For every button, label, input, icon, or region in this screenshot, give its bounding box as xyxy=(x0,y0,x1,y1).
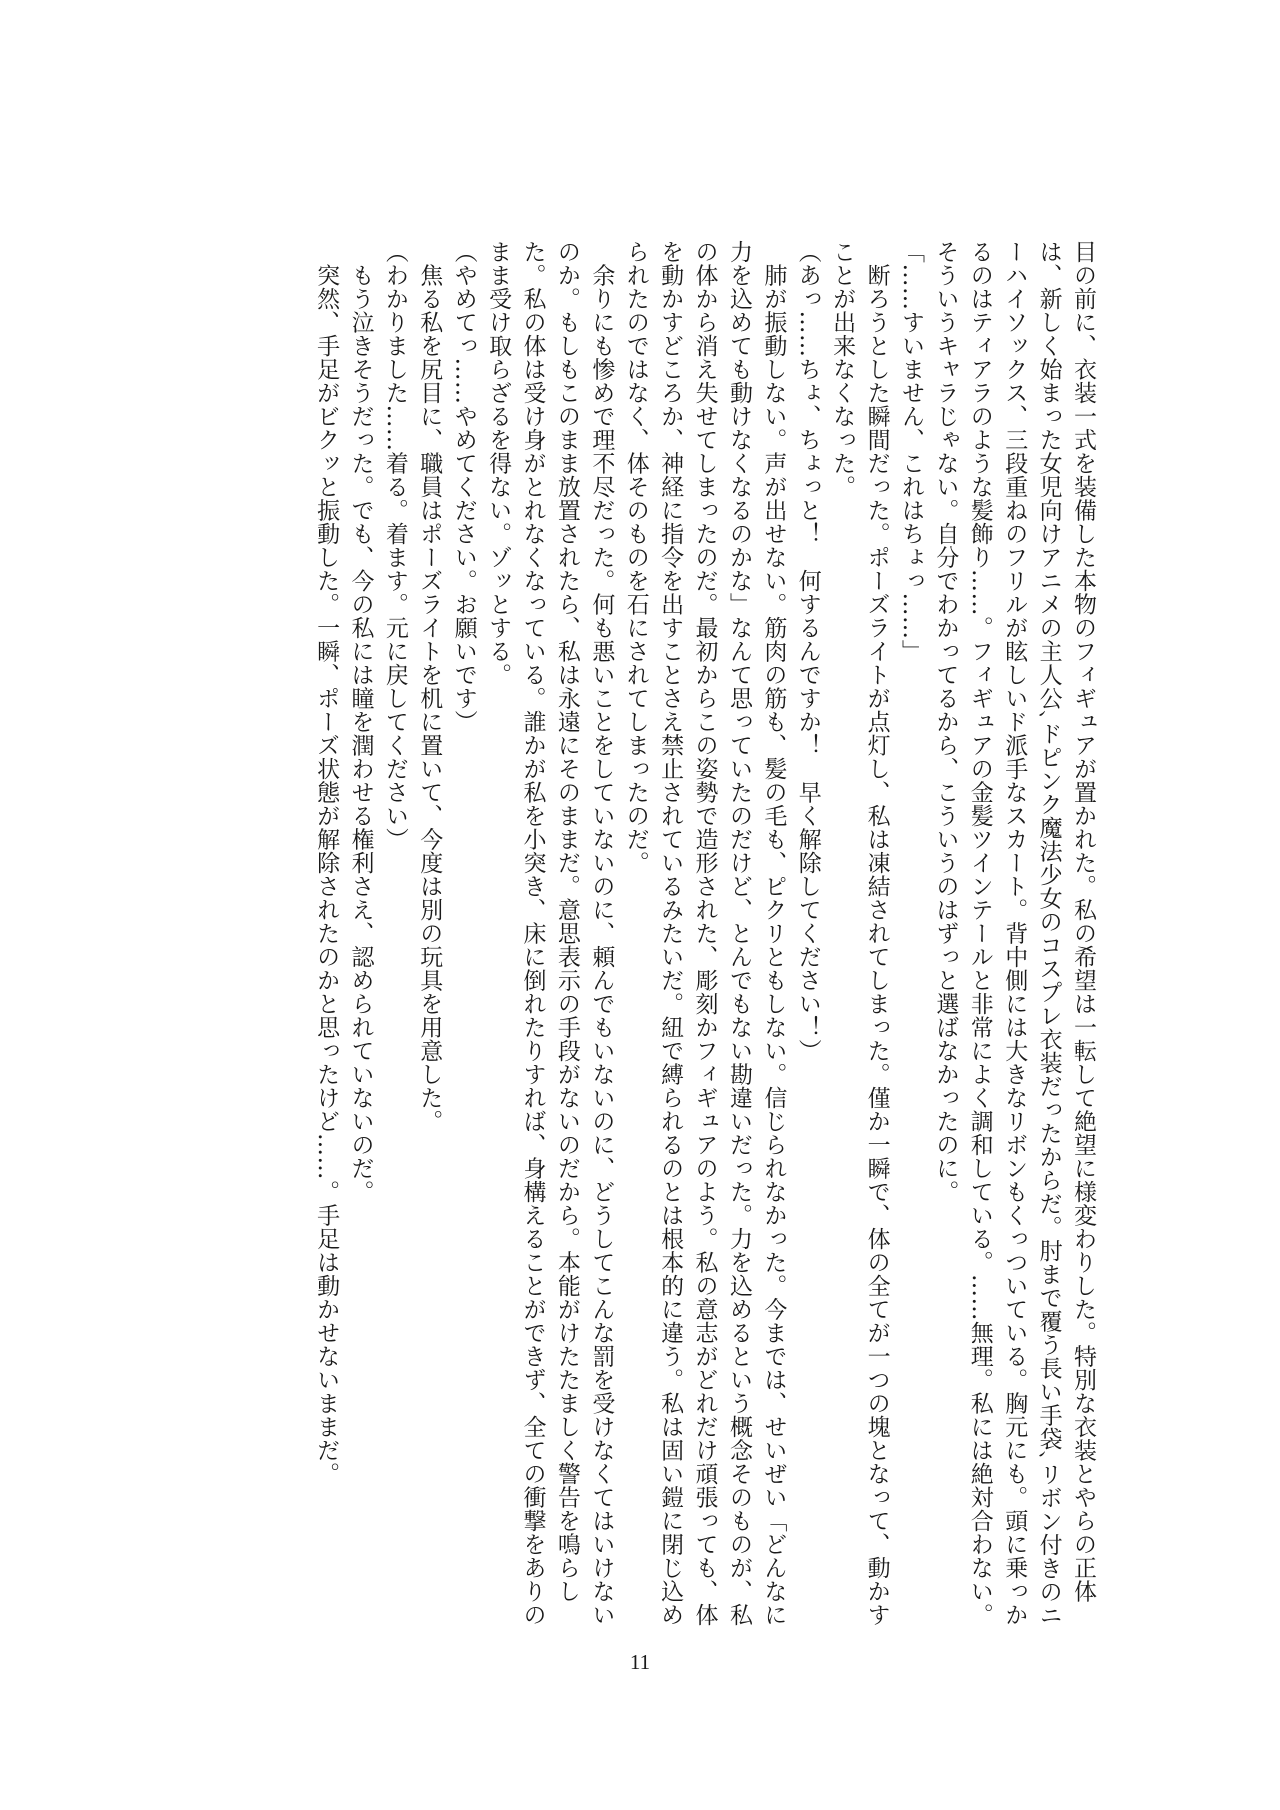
paragraph-2: 「……すいません、これはちょっ……」 xyxy=(897,240,924,663)
paragraph-5: 肺が振動しない。声が出せない。筋肉の筋も、髪の毛も、ピクリともしない。信じられなかった。今までは、せいぜい「どんなに力を込めても動けなくなるのかな」なんて思っていたのだけど、とんでもない勘違いだった。力を込めるという概念そのものが、私の体から消え失せてしまったのだ。最初からこの姿勢で造形された、彫刻かフィギュアのよう。私の意志がどれだけ頑張っても、体を動かすどころか、神経に指令を出すことさえ禁止されているみたいだ。紐で縛られるのとは根本的に違う。私は固い鎧に閉じ込められたのではなく、体そのものを石にされてしまったのだ。 xyxy=(622,240,787,1627)
paragraph-9: （わかりました……着る。着ます。元に戻してください） xyxy=(381,240,408,851)
paragraph-10: もう泣きそうだった。でも、今の私には瞳を潤わせる権利さえ、認められていないのだ。 xyxy=(347,240,374,1204)
paragraph-6: 余りにも惨めで理不尽だった。何も悪いことをしていないのに、頼んでもいないのに、どうしてこんな罰を受けなくてはいけないのか。もしもこのまま放置されたら、私は永遠にそのままだ。意思表示の手段がないのだから。本能がけたたましく警告を鳴らした。私の体は受け身がとれなくなっている。誰かが私を小突き、床に倒れたりすれば、身構えることができず、全ての衝撃をありのまま受け取らざるを得ない。ゾッとする。 xyxy=(485,240,615,1627)
paragraph-8: 焦る私を尻目に、職員はポーズライトを机に置いて、今度は別の玩具を用意した。 xyxy=(416,240,443,1133)
paragraph-7: （やめてっ……やめてください。お願いです） xyxy=(450,240,477,734)
paragraph-4: （あっ……ちょ、ちょっと！ 何するんですか！ 早く解除してください！） xyxy=(794,240,821,1063)
paragraph-1: 目の前に、衣装一式を装備した本物のフィギュアが置かれた。私の希望は一転して絶望に様変わりした。特別な衣装とやらの正体は、新しく始まった女児向けアニメの主人公､ドピンク魔法少女のコスプレ衣装だったからだ。肘まで覆う長い手袋､リボン付きのニーハイソックス、三段重ねのフリルが眩しいド派手なスカート。背中側には大きなリボンもくっついている。胸元にも。頭に乗っかるのはティアラのような髪飾り……。フィギュアの金髪ツインテールと非常によく調和している。……無理。私には絶対合わない。そういうキャラじゃない。自分でわかってるから、こういうのはずっと選ばなかったのに。 xyxy=(932,240,1096,1627)
vertical-text-block xyxy=(180,240,1100,1640)
paragraph-11: 突然、手足がビクッと振動した。一瞬、ポーズ状態が解除されたのかと思ったけど……。手足は動かせないままだ。 xyxy=(313,240,340,1486)
page-number: 11 xyxy=(629,1650,651,1674)
paragraph-3: 断ろうとした瞬間だった。ポーズライトが点灯し、私は凍結されてしまった。僅か一瞬で、体の全てが一つの塊となって、動かすことが出来なくなった。 xyxy=(829,240,890,1627)
